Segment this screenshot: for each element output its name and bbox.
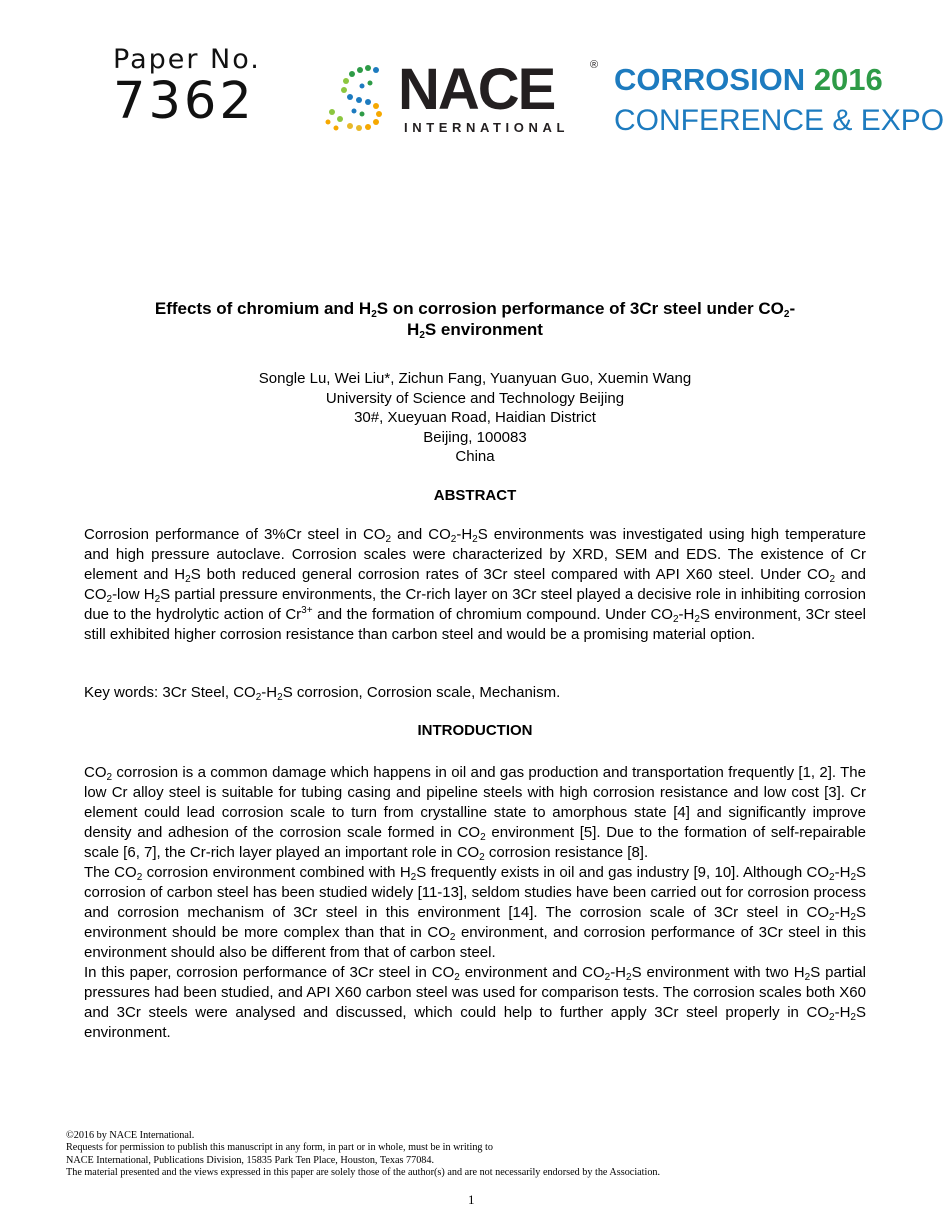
footer-copyright: ©2016 by NACE International. — [66, 1130, 195, 1141]
abstract-paragraph: Corrosion performance of 3%Cr steel in $CO_2$ and $CO_2-H_2S$ environments was investigated using high temperature and high pressure autoclave. Corrosion scales were characterized by XRD, SEM and EDS. The existence of Cr element and $H_2S$ both reduced general corrosion rates of 3Cr steel compared with API X60 steel. Under $CO_2$ and $CO_2$-low $H_2S$ partial pressure environments, the Cr-rich layer on 3Cr steel played a decisive role in inhibiting corrosion due to the hydrolytic action of $Cr^{3+}$ and the formation of chromium compound. Under $CO_2-H_2S$ environment, 3Cr steel still exhibited higher corrosion resistance than carbon steel and would be a promising material option. — [84, 526, 867, 643]
intro-paragraph-1: $CO_2$ corrosion is a common damage which happens in oil and gas production and transportation frequently [1, 2]. The low Cr alloy steel is suitable for tubing casing and pipeline steels with high corrosion resistance and low cost [3]. Cr element could lead corrosion scale to turn from crystalline state to amorphous state [4] and significantly improve density and adhesion of the corrosion scale formed in $CO_2$ environment [5]. Due to the formation of self-repairable scale [6, 7], the Cr-rich layer played an important role in $CO_2$ corrosion resistance [8]. — [84, 764, 866, 863]
footer-address: NACE International, Publications Division, 15835 Park Ten Place, Houston, Texas 77084. — [66, 1154, 435, 1166]
page-number: 1 — [468, 1192, 475, 1207]
conference-year: 2016 — [813, 62, 883, 97]
nace-logo — [322, 56, 607, 140]
conference-subtitle: CONFERENCE & EXPO — [614, 104, 945, 137]
conference-word: CORROSION — [614, 62, 806, 97]
paper-title: Effects of chromium and $H_2S$ on corrosion performance of 3Cr steel under $CO_2-$ $H_2S$ environment — [154, 299, 796, 341]
keywords: Key words: 3Cr Steel, $CO_2-H_2S$ corrosion, Corrosion scale, Mechanism. — [84, 684, 561, 703]
author-country: China — [455, 448, 495, 465]
footer-disclaimer: The material presented and the views expressed in this paper are solely those of the author(s) and are not necessarily endorsed by the Association. — [66, 1167, 661, 1179]
author-city: Beijing, 100083 — [423, 428, 527, 446]
conference-title — [614, 64, 883, 95]
author-names: Songle Lu, Wei Liu*, Zichun Fang, Yuanyuan Guo, Xuemin Wang — [258, 370, 692, 387]
author-address: 30#, Xueyuan Road, Haidian District — [354, 409, 596, 426]
introduction-body — [84, 763, 866, 1043]
intro-paragraph-2: The $CO_2$ corrosion environment combined with $H_2S$ frequently exists in oil and gas industry [9, 10]. Although $CO_2-H_2S$ corrosion of carbon steel has been studied widely [11-13], seldom studies have been carried out for corrosion process and corrosion mechanism of 3Cr steel in this environment [14]. The corrosion scale of 3Cr steel in $CO_2-H_2S$ environment should be more complex than that in $CO_2$ environment, and corrosion performance of 3Cr steel in this environment should also be different from that of carbon steel. — [84, 864, 867, 961]
nace-wordmark: NACE — [398, 57, 555, 122]
intro-paragraph-3: In this paper, corrosion performance of 3Cr steel in $CO_2$ environment and $CO_2-H_2S$ environment with two $H_2S$ partial pressures had been studied, and API X60 carbon steel was used for comparison tests. The corrosion scales both X60 and 3Cr steels were analysed and discussed, which could help to further apply 3Cr steel properly in $CO_2-H_2S$ environment. — [84, 964, 866, 1041]
registered-mark: ® — [590, 59, 599, 71]
footer-notice — [66, 1130, 660, 1180]
nace-international-text: INTERNATIONAL — [404, 120, 569, 135]
author-block — [80, 369, 870, 467]
author-affiliation: University of Science and Technology Beijing — [325, 389, 625, 407]
abstract-heading: ABSTRACT — [433, 487, 517, 504]
paper-number: 7362 — [113, 72, 255, 131]
introduction-heading: INTRODUCTION — [417, 722, 533, 739]
paper-number-label: Paper No. — [113, 44, 261, 75]
footer-permission: Requests for permission to publish this manuscript in any form, in part or in whole, must be in writing to — [66, 1142, 493, 1154]
nace-swirl-icon — [326, 65, 383, 131]
